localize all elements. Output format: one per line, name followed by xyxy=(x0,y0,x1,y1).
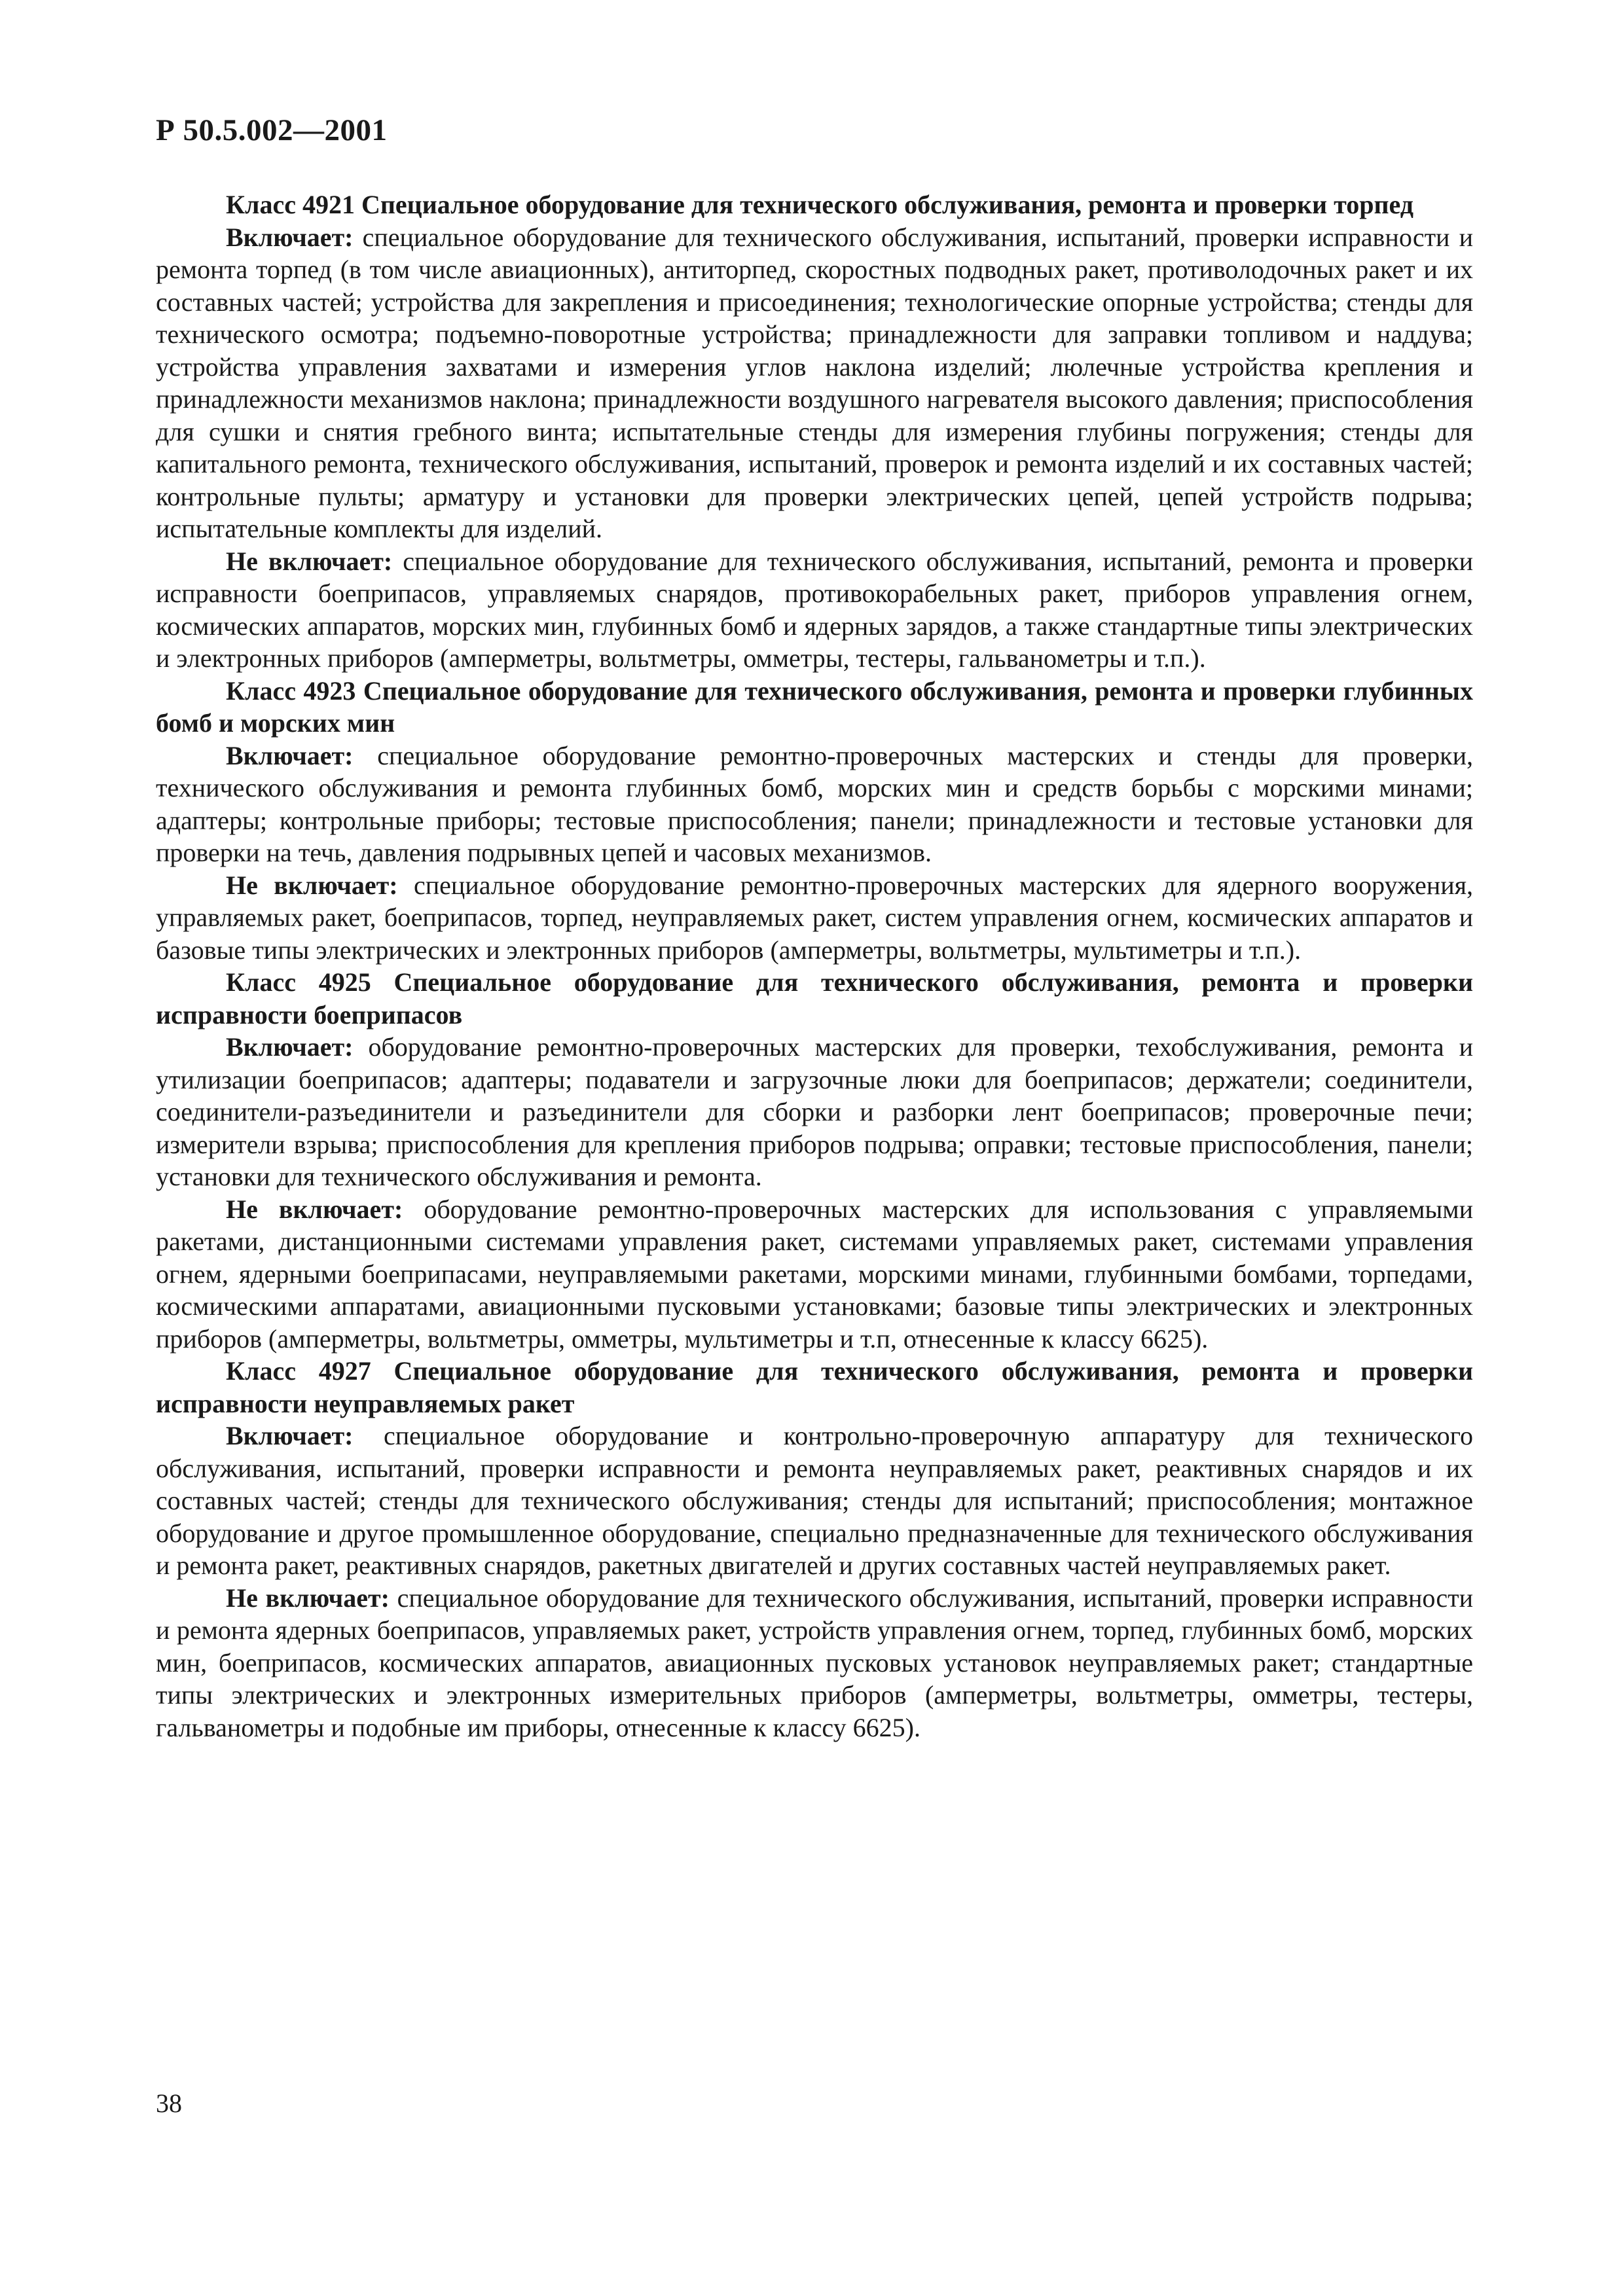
excludes-text: специальное оборудование ремонтно-проверочных мастерских для ядерного вооружения, управляемых ракет, боеприпасов, торпед, неуправляемых ракет, систем управления огнем, космических аппаратов и базовые типы электрических и электронных приборов (амперметры, вольтметры, мультиметры и т.п.). xyxy=(156,870,1474,965)
excludes-label: Не включает: xyxy=(226,1194,403,1224)
excludes-label: Не включает: xyxy=(226,546,393,576)
includes-text: специальное оборудование и контрольно-проверочную аппаратуру для технического обслуживания, испытаний, проверки исправности и ремонта неуправляемых ракет, реактивных снарядов и их составных частей; стенды для технического обслуживания; стенды для испытаний; приспособления; монтажное оборудование и другое промышленное оборудование, специально предназначенные для технического обслуживания и ремонта ракет, реактивных снарядов, ракетных двигателей и других составных частей неуправляемых ракет. xyxy=(156,1421,1474,1580)
includes-label: Включает: xyxy=(226,740,354,770)
excludes-paragraph xyxy=(156,1582,1473,1744)
excludes-paragraph xyxy=(156,1193,1473,1355)
excludes-label: Не включает: xyxy=(226,1583,390,1613)
class-title: Класс 4925 Специальное оборудование для технического обслуживания, ремонта и проверки исправности боеприпасов xyxy=(156,967,1473,1030)
includes-label: Включает: xyxy=(226,222,354,252)
page-number: 38 xyxy=(156,2089,182,2118)
document-code-header: Р 50.5.002—2001 xyxy=(156,113,388,147)
includes-paragraph xyxy=(156,1031,1473,1193)
class-title: Класс 4923 Специальное оборудование для технического обслуживания, ремонта и проверки глубинных бомб и морских мин xyxy=(156,675,1473,738)
excludes-label: Не включает: xyxy=(226,870,398,900)
excludes-paragraph xyxy=(156,869,1473,967)
includes-paragraph xyxy=(156,1420,1473,1582)
excludes-text: специальное оборудование для технического обслуживания, испытаний, ремонта и проверки исправности боеприпасов, управляемых снарядов, противокорабельных ракет, приборов управления огнем, космических аппаратов, морских мин, глубинных бомб и ядерных зарядов, а также стандартные типы электрических и электронных приборов (амперметры, вольтметры, омметры, тестеры, гальванометры и т.п.). xyxy=(156,546,1474,673)
class-title: Класс 4921 Специальное оборудование для технического обслуживания, ремонта и проверки торпед xyxy=(226,190,1413,219)
includes-text: оборудование ремонтно-проверочных мастерских для проверки, техобслуживания, ремонта и утилизации боеприпасов; адаптеры; подаватели и загрузочные люки для боеприпасов; держатели; соединители, соединители-разъединители и разъединители для сборки и разборки лент боеприпасов; проверочные печи; измерители взрыва; приспособления для крепления приборов подрыва; оправки; тестовые приспособления, панели; установки для технического обслуживания и ремонта. xyxy=(156,1032,1473,1191)
excludes-text: оборудование ремонтно-проверочных мастерских для использования с управляемыми ракетами, дистанционными системами управления ракет, системами управляемых ракет, системами управления огнем, ядерными боеприпасами, неуправляемыми ракетами, морскими минами, глубинными бомбами, торпедами, космическими аппаратами, авиационными пусковыми установками; базовые типы электрических и электронных приборов (амперметры, вольтметры, омметры, мультиметры и т.п, отнесенные к классу 6625). xyxy=(156,1194,1474,1354)
includes-text: специальное оборудование ремонтно-проверочных мастерских и стенды для проверки, технического обслуживания и ремонта глубинных бомб, морских мин и средств борьбы с морскими минами; адаптеры; контрольные приборы; тестовые приспособления; панели; принадлежности и тестовые установки для проверки на течь, давления подрывных цепей и часовых механизмов. xyxy=(156,740,1474,867)
includes-text: специальное оборудование для технического обслуживания, испытаний, проверки исправности и ремонта торпед (в том числе авиационных), антиторпед, скоростных подводных ракет, противолодочных ракет и их составных частей; устройства для закрепления и присоединения; технологические опорные устройства; стенды для технического осмотра; подъемно-поворотные устройства; принадлежности для заправки топливом и наддува; устройства управления захватами и измерения углов наклона изделий; люлечные устройства крепления и принадлежности механизмов наклона; принадлежности воздушного нагревателя высокого давления; приспособления для сушки и снятия гребного винта; испытательные стенды для измерения глубины погружения; стенды для капитального ремонта, технического обслуживания, испытаний, проверок и ремонта изделий и их составных частей; контрольные пульты; арматуру и установки для проверки электрических цепей, цепей устройств подрыва; испытательные комплекты для изделий. xyxy=(156,222,1474,543)
class-section-4927 xyxy=(156,1355,1473,1744)
class-section-4925 xyxy=(156,966,1473,1355)
includes-paragraph xyxy=(156,740,1473,869)
class-title: Класс 4927 Специальное оборудование для технического обслуживания, ремонта и проверки исправности неуправляемых ракет xyxy=(156,1356,1473,1418)
document-body xyxy=(156,188,1473,1744)
class-section-4921 xyxy=(156,188,1473,675)
class-section-4923 xyxy=(156,675,1473,967)
excludes-paragraph xyxy=(156,545,1473,675)
includes-label: Включает: xyxy=(226,1032,354,1062)
includes-paragraph xyxy=(156,221,1473,545)
excludes-text: специальное оборудование для технического обслуживания, испытаний, проверки исправности и ремонта ядерных боеприпасов, управляемых ракет, устройств управления огнем, торпед, глубинных бомб, морских мин, боеприпасов, космических аппаратов, авиационных пусковых установок неуправляемых ракет; стандартные типы электрических и электронных измерительных приборов (амперметры, вольтметры, омметры, тестеры, гальванометры и подобные им приборы, отнесенные к классу 6625). xyxy=(156,1583,1474,1742)
includes-label: Включает: xyxy=(226,1421,354,1450)
